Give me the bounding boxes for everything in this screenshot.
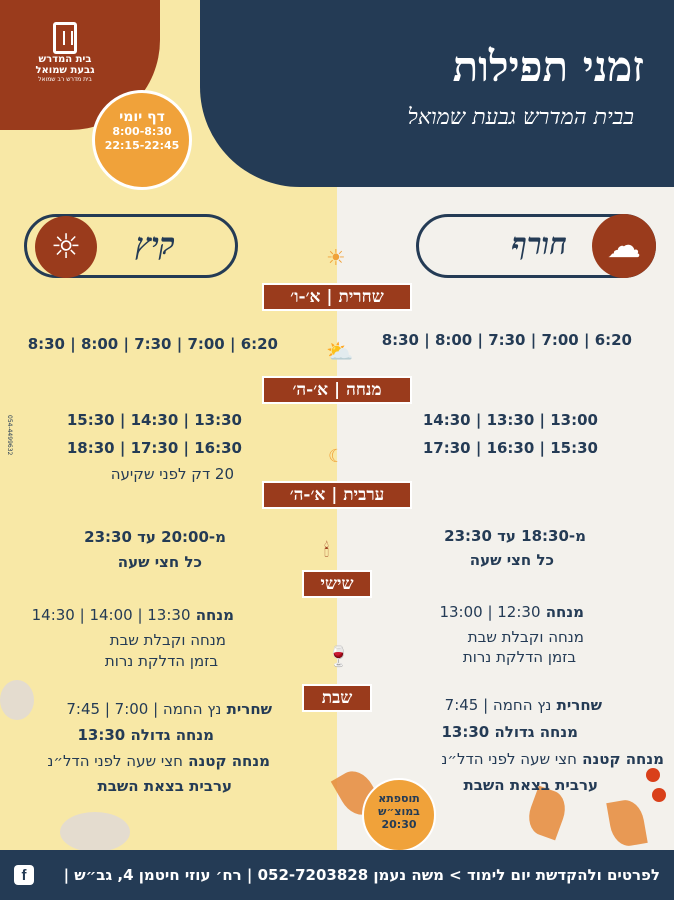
winter-friday-line2: מנחה וקבלת שבת bbox=[467, 628, 584, 646]
sun-cloud-icon: ⛅ bbox=[326, 340, 354, 365]
summer-shabbat-mincha-ketana-label: מנחה קטנה bbox=[188, 752, 270, 770]
winter-shabbat-arvit: ערבית בצאת השבת bbox=[463, 776, 598, 794]
book-icon bbox=[53, 22, 77, 54]
summer-header bbox=[24, 214, 238, 278]
friday-header: שישי bbox=[302, 570, 372, 598]
winter-shabbat-mincha-ketana-time: חצי שעה לפני הדל״נ bbox=[441, 750, 577, 768]
daf-yomi-title: דף יומי bbox=[119, 109, 165, 125]
berry-icon bbox=[646, 768, 660, 782]
winter-friday-label: מנחה bbox=[545, 603, 584, 621]
winter-friday-times: 12:30 | 13:00 bbox=[439, 603, 541, 621]
summer-friday-line3: בזמן הדלקת נרות bbox=[104, 652, 218, 670]
winter-mincha-times-2: 15:30 | 16:30 | 17:30 bbox=[422, 439, 598, 457]
moon-icon: ☾ bbox=[328, 446, 345, 467]
summer-arvit-note: כל חצי שעה bbox=[117, 553, 202, 571]
logo bbox=[34, 22, 96, 90]
winter-arvit-range: מ-18:30 עד 23:30 bbox=[444, 527, 586, 545]
tosefta-time: 20:30 bbox=[381, 818, 417, 831]
logo-line2: גבעת שמואל bbox=[35, 65, 95, 76]
winter-shabbat-mincha-gedola: מנחה גדולה 13:30 bbox=[441, 723, 578, 741]
wine-icon: 🍷 bbox=[326, 644, 351, 668]
winter-shabbat-shacharit-label: שחרית bbox=[556, 696, 602, 714]
candles-icon: 🕯 bbox=[324, 540, 330, 561]
summer-mincha-times-2: 16:30 | 17:30 | 18:30 bbox=[66, 439, 242, 457]
winter-shacharit-times: 6:20 | 7:00 | 7:30 | 8:00 | 8:30 bbox=[381, 331, 632, 349]
summer-arvit-range: מ-20:00 עד 23:30 bbox=[84, 528, 226, 546]
summer-friday-label: מנחה bbox=[195, 606, 234, 624]
seashell-icon bbox=[0, 680, 34, 720]
winter-label: חורף bbox=[511, 227, 567, 262]
winter-arvit-note: כל חצי שעה bbox=[469, 551, 554, 569]
summer-shacharit-times: 6:20 | 7:00 | 7:30 | 8:00 | 8:30 bbox=[27, 335, 278, 353]
summer-label: קיץ bbox=[135, 227, 175, 262]
shacharit-header: שחרית | א׳-ו׳ bbox=[262, 283, 412, 311]
summer-mincha-times-1: 13:30 | 14:30 | 15:30 bbox=[66, 411, 242, 429]
summer-mincha-note: 20 דק לפני שקיעה bbox=[110, 465, 234, 483]
summer-friday-times: 13:30 | 14:00 | 14:30 bbox=[31, 606, 191, 624]
shabbat-header: שבת bbox=[302, 684, 372, 712]
winter-shabbat-mincha-ketana-label: מנחה קטנה bbox=[582, 750, 664, 768]
winter-header bbox=[416, 214, 656, 278]
mincha-header: מנחה | א׳-ה׳ bbox=[262, 376, 412, 404]
logo-line1: בית המדרש bbox=[38, 54, 92, 65]
daf-yomi-badge bbox=[92, 90, 192, 190]
tosefta-title: תוספתא bbox=[378, 792, 420, 805]
tosefta-day: במוצ״ש bbox=[378, 805, 420, 818]
title-panel bbox=[200, 0, 674, 187]
page-subtitle: בבית המדרש גבעת שמואל bbox=[407, 105, 634, 130]
side-contact: 054-4499632 bbox=[6, 415, 13, 456]
summer-friday-line2: מנחה וקבלת שבת bbox=[109, 631, 226, 649]
summer-shabbat-shacharit-label: שחרית bbox=[226, 700, 272, 718]
winter-mincha-times-1: 13:00 | 13:30 | 14:30 bbox=[422, 411, 598, 429]
daf-yomi-time2: 22:15-22:45 bbox=[104, 139, 180, 152]
footer-text: לפרטים ולהקדשת יום לימוד > משה נעמן 052-7203828 | רח׳ עוזי חיטמן 4, גב״ש | bbox=[63, 866, 660, 884]
cloud-rain-icon: ☁ bbox=[592, 214, 656, 278]
winter-shabbat-shacharit-times: נץ החמה | 7:45 bbox=[444, 696, 552, 714]
summer-shabbat-mincha-ketana-time: חצי שעה לפני הדל״נ bbox=[47, 752, 183, 770]
seashell-icon bbox=[60, 812, 130, 852]
sun-icon: ☼ bbox=[35, 216, 97, 278]
logo-line3: בית מדרש רב שמואל bbox=[38, 76, 92, 83]
arvit-header: ערבית | א׳-ה׳ bbox=[262, 481, 412, 509]
winter-friday-line3: בזמן הדלקת נרות bbox=[462, 648, 576, 666]
page-title: זמני תפילות bbox=[452, 42, 644, 91]
summer-shabbat-arvit: ערבית בצאת השבת bbox=[97, 777, 232, 795]
daf-yomi-time1: 8:00-8:30 bbox=[112, 125, 172, 138]
footer bbox=[0, 850, 674, 900]
tosefta-badge bbox=[362, 778, 436, 852]
summer-shabbat-mincha-gedola: מנחה גדולה 13:30 bbox=[77, 726, 214, 744]
berry-icon bbox=[652, 788, 666, 802]
facebook-icon[interactable]: f bbox=[14, 865, 34, 885]
sun-icon: ☀ bbox=[326, 246, 346, 271]
summer-shabbat-shacharit-times: נץ החמה | 7:00 | 7:45 bbox=[66, 700, 222, 718]
